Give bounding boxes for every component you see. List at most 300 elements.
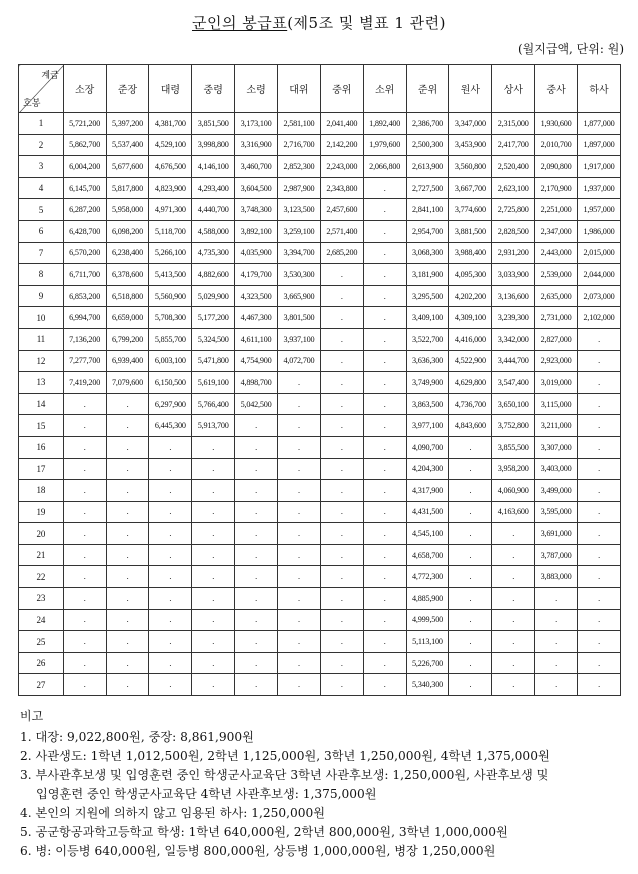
salary-cell: .: [63, 609, 106, 631]
salary-cell: 3,342,000: [492, 328, 535, 350]
salary-cell: .: [363, 566, 406, 588]
salary-cell: .: [535, 609, 578, 631]
salary-cell: .: [235, 415, 278, 437]
salary-cell: 4,309,100: [449, 307, 492, 329]
table-row: [19, 415, 621, 437]
salary-cell: 2,571,400: [320, 220, 363, 242]
table-row: [19, 523, 621, 545]
header-rank-cell: 중위: [320, 65, 363, 113]
salary-cell: .: [192, 544, 235, 566]
salary-cell: 4,146,100: [192, 156, 235, 178]
salary-cell: 3,522,700: [406, 328, 449, 350]
salary-cell: 2,613,900: [406, 156, 449, 178]
salary-cell: 2,841,100: [406, 199, 449, 221]
salary-cell: .: [149, 652, 192, 674]
salary-cell: 2,923,000: [535, 350, 578, 372]
salary-cell: 3,181,900: [406, 264, 449, 286]
salary-cell: .: [492, 631, 535, 653]
salary-cell: .: [278, 458, 321, 480]
salary-cell: .: [63, 674, 106, 696]
salary-cell: 2,635,000: [535, 285, 578, 307]
salary-cell: 1,917,000: [578, 156, 621, 178]
salary-cell: 3,239,300: [492, 307, 535, 329]
salary-cell: 2,623,100: [492, 177, 535, 199]
salary-cell: .: [492, 523, 535, 545]
salary-cell: .: [578, 458, 621, 480]
salary-cell: .: [578, 328, 621, 350]
note-item: 1. 대장: 9,022,800원, 중장: 8,861,900원: [20, 730, 254, 744]
salary-cell: 3,394,700: [278, 242, 321, 264]
salary-cell: 5,177,200: [192, 307, 235, 329]
header-corner-cell: [19, 65, 64, 113]
step-cell: 7: [19, 242, 64, 264]
salary-cell: 5,766,400: [192, 393, 235, 415]
header-rank-label: 계급: [41, 71, 59, 81]
salary-cell: 4,095,300: [449, 264, 492, 286]
salary-cell: .: [192, 458, 235, 480]
salary-cell: 5,113,100: [406, 631, 449, 653]
salary-cell: 6,378,600: [106, 264, 149, 286]
salary-cell: .: [149, 501, 192, 523]
salary-cell: 5,324,500: [192, 328, 235, 350]
salary-cell: .: [278, 523, 321, 545]
salary-cell: .: [535, 631, 578, 653]
salary-cell: 3,883,000: [535, 566, 578, 588]
salary-cell: .: [235, 501, 278, 523]
salary-cell: .: [363, 523, 406, 545]
salary-cell: .: [278, 415, 321, 437]
salary-cell: 7,277,700: [63, 350, 106, 372]
salary-cell: 4,431,500: [406, 501, 449, 523]
salary-cell: 1,986,000: [578, 220, 621, 242]
salary-cell: .: [63, 544, 106, 566]
salary-cell: .: [578, 436, 621, 458]
salary-cell: .: [492, 609, 535, 631]
salary-cell: .: [320, 350, 363, 372]
salary-cell: 2,852,300: [278, 156, 321, 178]
table-row: [19, 609, 621, 631]
salary-cell: 2,500,300: [406, 134, 449, 156]
salary-cell: 4,629,800: [449, 372, 492, 394]
step-cell: 19: [19, 501, 64, 523]
salary-cell: 2,066,800: [363, 156, 406, 178]
step-cell: 2: [19, 134, 64, 156]
salary-cell: .: [578, 544, 621, 566]
salary-cell: 2,343,800: [320, 177, 363, 199]
salary-cell: .: [278, 372, 321, 394]
salary-cell: 4,823,900: [149, 177, 192, 199]
salary-cell: 6,659,000: [106, 307, 149, 329]
salary-cell: .: [320, 566, 363, 588]
table-row: [19, 285, 621, 307]
salary-cell: .: [63, 652, 106, 674]
step-cell: 18: [19, 480, 64, 502]
salary-cell: .: [149, 544, 192, 566]
step-cell: 3: [19, 156, 64, 178]
salary-cell: 6,287,200: [63, 199, 106, 221]
salary-cell: 4,999,500: [406, 609, 449, 631]
note-item: 6. 병: 이등병 640,000원, 일등병 800,000원, 상등병 1,000,000원, 병장 1,250,000원: [20, 844, 496, 858]
salary-cell: .: [235, 458, 278, 480]
salary-cell: .: [278, 544, 321, 566]
salary-cell: .: [63, 415, 106, 437]
salary-cell: 3,749,900: [406, 372, 449, 394]
table-row: [19, 199, 621, 221]
salary-cell: .: [363, 285, 406, 307]
salary-cell: 4,179,700: [235, 264, 278, 286]
salary-cell: .: [535, 652, 578, 674]
salary-cell: 4,467,300: [235, 307, 278, 329]
salary-cell: 3,958,200: [492, 458, 535, 480]
salary-cell: .: [278, 631, 321, 653]
salary-cell: .: [363, 501, 406, 523]
salary-cell: 2,685,200: [320, 242, 363, 264]
salary-cell: .: [578, 609, 621, 631]
salary-cell: .: [192, 652, 235, 674]
note-item: 5. 공군항공과학고등학교 학생: 1학년 640,000원, 2학년 800,000원, 3학년 1,000,000원: [20, 825, 508, 839]
salary-cell: .: [235, 436, 278, 458]
unit-note: (월지급액, 단위: 원): [518, 42, 624, 56]
salary-cell: 1,979,600: [363, 134, 406, 156]
header-rank-cell: 하사: [578, 65, 621, 113]
salary-cell: .: [63, 523, 106, 545]
salary-cell: .: [363, 264, 406, 286]
salary-cell: .: [449, 480, 492, 502]
title-main: 군인의 봉급표: [191, 14, 288, 32]
salary-cell: 4,060,900: [492, 480, 535, 502]
step-cell: 9: [19, 285, 64, 307]
salary-cell: 5,266,100: [149, 242, 192, 264]
salary-cell: .: [363, 544, 406, 566]
salary-cell: 5,413,500: [149, 264, 192, 286]
salary-cell: .: [363, 242, 406, 264]
salary-cell: 4,323,500: [235, 285, 278, 307]
table-row: [19, 566, 621, 588]
salary-cell: 4,202,200: [449, 285, 492, 307]
salary-cell: 4,898,700: [235, 372, 278, 394]
salary-cell: 4,545,100: [406, 523, 449, 545]
salary-cell: .: [278, 480, 321, 502]
salary-cell: 2,954,700: [406, 220, 449, 242]
salary-cell: .: [492, 652, 535, 674]
salary-cell: .: [235, 609, 278, 631]
header-rank-cell: 중사: [535, 65, 578, 113]
header-rank-cell: 준위: [406, 65, 449, 113]
salary-cell: 5,226,700: [406, 652, 449, 674]
salary-cell: .: [320, 436, 363, 458]
salary-cell: 5,042,500: [235, 393, 278, 415]
step-cell: 10: [19, 307, 64, 329]
salary-cell: .: [278, 609, 321, 631]
salary-cell: .: [363, 415, 406, 437]
salary-cell: .: [363, 307, 406, 329]
salary-cell: .: [320, 307, 363, 329]
salary-cell: 5,677,600: [106, 156, 149, 178]
salary-cell: 7,079,600: [106, 372, 149, 394]
salary-cell: 3,530,300: [278, 264, 321, 286]
salary-cell: 6,570,200: [63, 242, 106, 264]
salary-cell: .: [363, 372, 406, 394]
table-row: [19, 458, 621, 480]
salary-cell: 3,604,500: [235, 177, 278, 199]
salary-cell: 4,381,700: [149, 113, 192, 135]
notes-list: [20, 728, 625, 861]
salary-cell: 3,892,100: [235, 220, 278, 242]
salary-cell: .: [449, 631, 492, 653]
salary-cell: 2,417,700: [492, 134, 535, 156]
salary-cell: 4,293,400: [192, 177, 235, 199]
salary-cell: 2,142,200: [320, 134, 363, 156]
salary-cell: 2,457,600: [320, 199, 363, 221]
salary-cell: .: [106, 393, 149, 415]
salary-cell: 2,170,900: [535, 177, 578, 199]
step-cell: 15: [19, 415, 64, 437]
step-cell: 5: [19, 199, 64, 221]
salary-cell: 3,787,000: [535, 544, 578, 566]
salary-cell: .: [106, 544, 149, 566]
salary-cell: .: [278, 588, 321, 610]
table-row: [19, 328, 621, 350]
salary-cell: 3,136,600: [492, 285, 535, 307]
salary-cell: .: [63, 566, 106, 588]
salary-cell: 1,930,600: [535, 113, 578, 135]
page-title: [0, 12, 638, 33]
salary-cell: 7,136,200: [63, 328, 106, 350]
salary-cell: 1,897,000: [578, 134, 621, 156]
salary-cell: 5,958,000: [106, 199, 149, 221]
table-header-row: [19, 65, 621, 113]
salary-cell: .: [192, 631, 235, 653]
salary-cell: 2,539,000: [535, 264, 578, 286]
salary-cell: .: [192, 674, 235, 696]
salary-cell: .: [320, 285, 363, 307]
salary-cell: .: [235, 523, 278, 545]
step-cell: 21: [19, 544, 64, 566]
header-rank-cell: 소위: [363, 65, 406, 113]
salary-cell: 3,560,800: [449, 156, 492, 178]
salary-cell: 2,725,800: [492, 199, 535, 221]
salary-cell: .: [106, 501, 149, 523]
step-cell: 11: [19, 328, 64, 350]
salary-cell: .: [449, 566, 492, 588]
header-rank-cell: 소장: [63, 65, 106, 113]
salary-cell: .: [320, 631, 363, 653]
step-cell: 17: [19, 458, 64, 480]
salary-cell: 4,885,900: [406, 588, 449, 610]
salary-cell: .: [320, 674, 363, 696]
salary-cell: .: [363, 588, 406, 610]
salary-cell: .: [449, 501, 492, 523]
salary-cell: 3,347,000: [449, 113, 492, 135]
salary-cell: .: [149, 523, 192, 545]
salary-cell: .: [192, 501, 235, 523]
header-rank-cell: 준장: [106, 65, 149, 113]
salary-cell: 2,010,700: [535, 134, 578, 156]
salary-cell: 5,855,700: [149, 328, 192, 350]
salary-cell: .: [149, 566, 192, 588]
salary-cell: .: [63, 501, 106, 523]
table-row: [19, 674, 621, 696]
salary-cell: 4,416,000: [449, 328, 492, 350]
salary-cell: .: [106, 609, 149, 631]
salary-cell: .: [320, 652, 363, 674]
salary-cell: 3,801,500: [278, 307, 321, 329]
salary-cell: 3,499,000: [535, 480, 578, 502]
salary-cell: 7,419,200: [63, 372, 106, 394]
salary-cell: 5,560,900: [149, 285, 192, 307]
salary-cell: 2,044,000: [578, 264, 621, 286]
salary-cell: 2,102,000: [578, 307, 621, 329]
step-cell: 12: [19, 350, 64, 372]
salary-cell: 2,731,000: [535, 307, 578, 329]
salary-cell: .: [363, 350, 406, 372]
salary-cell: .: [149, 436, 192, 458]
salary-cell: .: [363, 220, 406, 242]
salary-cell: 3,863,500: [406, 393, 449, 415]
salary-cell: 3,752,800: [492, 415, 535, 437]
salary-cell: 5,619,100: [192, 372, 235, 394]
table-row: [19, 350, 621, 372]
salary-cell: 2,090,800: [535, 156, 578, 178]
salary-cell: 3,259,100: [278, 220, 321, 242]
salary-cell: .: [320, 609, 363, 631]
salary-cell: 4,440,700: [192, 199, 235, 221]
step-cell: 13: [19, 372, 64, 394]
salary-cell: .: [320, 480, 363, 502]
salary-cell: 4,735,300: [192, 242, 235, 264]
salary-cell: 4,882,600: [192, 264, 235, 286]
salary-cell: 2,931,200: [492, 242, 535, 264]
salary-cell: 6,297,900: [149, 393, 192, 415]
table-row: [19, 113, 621, 135]
salary-cell: .: [63, 436, 106, 458]
salary-cell: 4,529,100: [149, 134, 192, 156]
salary-cell: 4,658,700: [406, 544, 449, 566]
salary-cell: 3,403,000: [535, 458, 578, 480]
salary-cell: 6,994,700: [63, 307, 106, 329]
note-item: 4. 본인의 지원에 의하지 않고 임용된 하사: 1,250,000원: [20, 806, 326, 820]
step-cell: 22: [19, 566, 64, 588]
step-cell: 26: [19, 652, 64, 674]
step-cell: 14: [19, 393, 64, 415]
salary-cell: .: [363, 177, 406, 199]
salary-cell: .: [363, 674, 406, 696]
salary-cell: .: [492, 674, 535, 696]
salary-cell: 1,957,000: [578, 199, 621, 221]
salary-cell: .: [320, 523, 363, 545]
salary-cell: .: [320, 264, 363, 286]
salary-cell: .: [235, 566, 278, 588]
salary-cell: .: [192, 566, 235, 588]
table-row: [19, 480, 621, 502]
step-cell: 27: [19, 674, 64, 696]
salary-cell: 3,881,500: [449, 220, 492, 242]
salary-cell: .: [149, 588, 192, 610]
table-row: [19, 501, 621, 523]
salary-cell: 4,843,600: [449, 415, 492, 437]
salary-cell: 6,004,200: [63, 156, 106, 178]
salary-cell: 2,386,700: [406, 113, 449, 135]
salary-cell: 4,072,700: [278, 350, 321, 372]
salary-cell: 5,118,700: [149, 220, 192, 242]
salary-cell: 6,003,100: [149, 350, 192, 372]
salary-cell: .: [578, 631, 621, 653]
salary-cell: 6,098,200: [106, 220, 149, 242]
salary-cell: 5,537,400: [106, 134, 149, 156]
salary-cell: 6,711,700: [63, 264, 106, 286]
salary-cell: 3,409,100: [406, 307, 449, 329]
salary-cell: .: [235, 588, 278, 610]
title-reference: (제5조 및 별표 1 관련): [287, 14, 446, 32]
salary-cell: 3,295,500: [406, 285, 449, 307]
salary-cell: .: [449, 674, 492, 696]
salary-cell: .: [578, 652, 621, 674]
salary-cell: 2,520,400: [492, 156, 535, 178]
salary-cell: 5,817,800: [106, 177, 149, 199]
salary-cell: 4,090,700: [406, 436, 449, 458]
table-row: [19, 264, 621, 286]
salary-cell: 3,855,500: [492, 436, 535, 458]
salary-cell: .: [449, 544, 492, 566]
salary-cell: .: [149, 480, 192, 502]
table-row: [19, 652, 621, 674]
salary-cell: .: [320, 372, 363, 394]
salary-cell: .: [192, 436, 235, 458]
salary-cell: .: [449, 458, 492, 480]
salary-cell: 3,998,800: [192, 134, 235, 156]
salary-cell: .: [106, 415, 149, 437]
salary-cell: 5,340,300: [406, 674, 449, 696]
note-item-continuation: 입영훈련 중인 학생군사교육단 4학년 사관후보생: 1,375,000원: [36, 787, 377, 801]
salary-cell: 3,977,100: [406, 415, 449, 437]
salary-cell: .: [363, 436, 406, 458]
salary-cell: 1,892,400: [363, 113, 406, 135]
salary-cell: .: [363, 328, 406, 350]
note-item: 3. 부사관후보생 및 입영훈련 중인 학생군사교육단 3학년 사관후보생: 1,250,000원, 사관후보생 및: [20, 768, 549, 782]
salary-cell: 2,716,700: [278, 134, 321, 156]
salary-cell: 4,163,600: [492, 501, 535, 523]
table-body: [19, 113, 621, 696]
salary-cell: 6,799,200: [106, 328, 149, 350]
step-cell: 20: [19, 523, 64, 545]
salary-cell: .: [363, 652, 406, 674]
salary-cell: 5,862,700: [63, 134, 106, 156]
salary-cell: 2,727,500: [406, 177, 449, 199]
salary-cell: .: [106, 674, 149, 696]
table-row: [19, 544, 621, 566]
salary-cell: 4,522,900: [449, 350, 492, 372]
salary-cell: 2,315,000: [492, 113, 535, 135]
salary-cell: .: [578, 350, 621, 372]
salary-cell: .: [449, 523, 492, 545]
salary-cell: 3,547,400: [492, 372, 535, 394]
notes-section: [20, 707, 625, 861]
salary-cell: .: [363, 393, 406, 415]
header-rank-cell: 중령: [192, 65, 235, 113]
salary-cell: 3,019,000: [535, 372, 578, 394]
salary-cell: .: [192, 523, 235, 545]
salary-cell: .: [63, 480, 106, 502]
salary-cell: 2,243,000: [320, 156, 363, 178]
table-row: [19, 156, 621, 178]
salary-cell: .: [578, 415, 621, 437]
salary-cell: 2,015,000: [578, 242, 621, 264]
header-rank-cell: 대위: [278, 65, 321, 113]
salary-cell: 4,971,300: [149, 199, 192, 221]
table-row: [19, 436, 621, 458]
salary-cell: 6,428,700: [63, 220, 106, 242]
salary-cell: 3,650,100: [492, 393, 535, 415]
